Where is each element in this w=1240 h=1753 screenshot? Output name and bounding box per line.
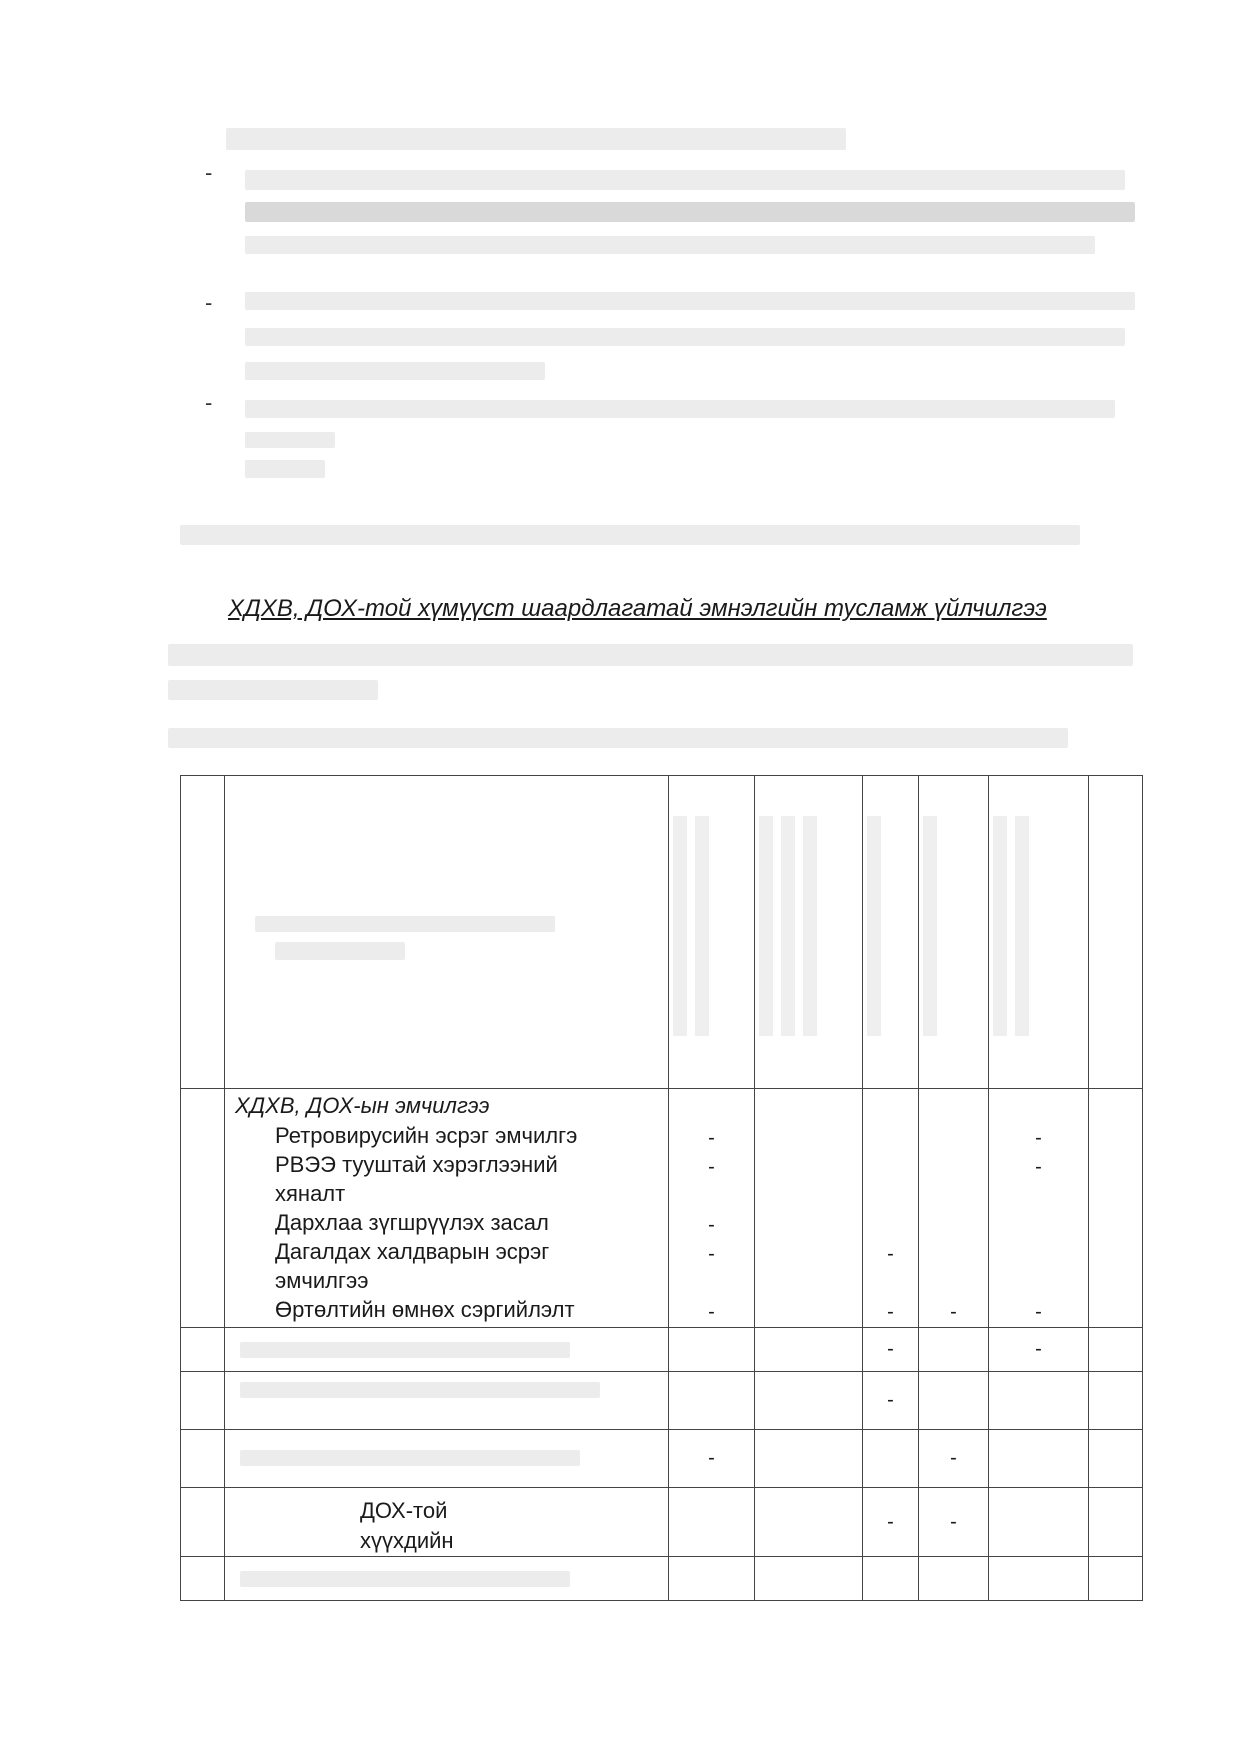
faded-text-line bbox=[168, 680, 378, 700]
table-row bbox=[181, 1557, 1143, 1601]
list-item: Дагалдах халдварын эсрэг эмчилгээ bbox=[275, 1239, 550, 1293]
child-label: ДОХ-той хүүхдийн bbox=[360, 1498, 454, 1553]
dash-mark: - bbox=[887, 1301, 894, 1323]
header-cell bbox=[989, 776, 1089, 1089]
list-item: Өртөлтийн өмнөх сэргийлэлт bbox=[275, 1297, 575, 1322]
table-row bbox=[181, 1430, 1143, 1488]
bullet-dash: - bbox=[205, 390, 213, 415]
dash-mark: - bbox=[950, 1301, 957, 1323]
dash-mark: - bbox=[708, 1301, 715, 1323]
bullet-dash: - bbox=[205, 160, 213, 185]
services-table bbox=[180, 775, 1143, 1601]
header-cell bbox=[181, 776, 225, 1089]
faded-heading bbox=[226, 128, 846, 150]
header-cell bbox=[225, 776, 669, 1089]
faded-text-line bbox=[168, 728, 1068, 748]
header-cell bbox=[863, 776, 919, 1089]
list-item: Ретровирусийн эсрэг эмчилгэ bbox=[275, 1123, 578, 1148]
faded-text-line bbox=[180, 525, 1080, 545]
dash-mark: - bbox=[1035, 1301, 1042, 1323]
table-row bbox=[181, 1488, 1143, 1557]
dash-mark: - bbox=[919, 1488, 989, 1557]
list-item: РВЭЭ тууштай хэрэглээний хяналт bbox=[275, 1152, 558, 1206]
dash-mark: - bbox=[887, 1243, 894, 1265]
faded-text-line bbox=[245, 292, 1135, 310]
dash-mark: - bbox=[989, 1328, 1089, 1372]
table-row bbox=[181, 1328, 1143, 1372]
header-cell bbox=[1089, 776, 1143, 1089]
faded-text-line bbox=[245, 202, 1135, 222]
dash-mark: - bbox=[669, 1430, 755, 1488]
dash-mark: - bbox=[863, 1488, 919, 1557]
dash-mark: - bbox=[1035, 1127, 1042, 1149]
dash-mark: - bbox=[708, 1127, 715, 1149]
dash-mark: - bbox=[1035, 1156, 1042, 1178]
faded-text-line bbox=[245, 362, 545, 380]
header-cell bbox=[669, 776, 755, 1089]
bullet-dash: - bbox=[205, 290, 213, 315]
faded-text-line bbox=[168, 644, 1133, 666]
faded-text-line bbox=[245, 400, 1115, 418]
table-header-row bbox=[181, 776, 1143, 1089]
dash-mark: - bbox=[708, 1214, 715, 1236]
table-row bbox=[181, 1089, 1143, 1328]
faded-text-line bbox=[245, 432, 335, 448]
faded-text-line bbox=[245, 170, 1125, 190]
faded-text-line bbox=[245, 460, 325, 478]
dash-mark: - bbox=[708, 1156, 715, 1178]
dash-mark: - bbox=[863, 1372, 919, 1430]
faded-text-line bbox=[245, 236, 1095, 254]
section-heading: ХДХВ, ДОХ-той хүмүүст шаардлагатай эмнэлгийн тусламж үйлчилгээ bbox=[228, 595, 1047, 622]
dash-mark: - bbox=[708, 1243, 715, 1265]
faded-text-line bbox=[245, 328, 1125, 346]
table-row bbox=[181, 1372, 1143, 1430]
dash-mark: - bbox=[863, 1328, 919, 1372]
list-item: Дархлаа зүгшрүүлэх засал bbox=[275, 1210, 549, 1235]
header-cell bbox=[755, 776, 863, 1089]
dash-mark: - bbox=[919, 1430, 989, 1488]
group-title: ХДХВ, ДОХ-ын эмчилгээ bbox=[235, 1093, 490, 1118]
header-cell bbox=[919, 776, 989, 1089]
